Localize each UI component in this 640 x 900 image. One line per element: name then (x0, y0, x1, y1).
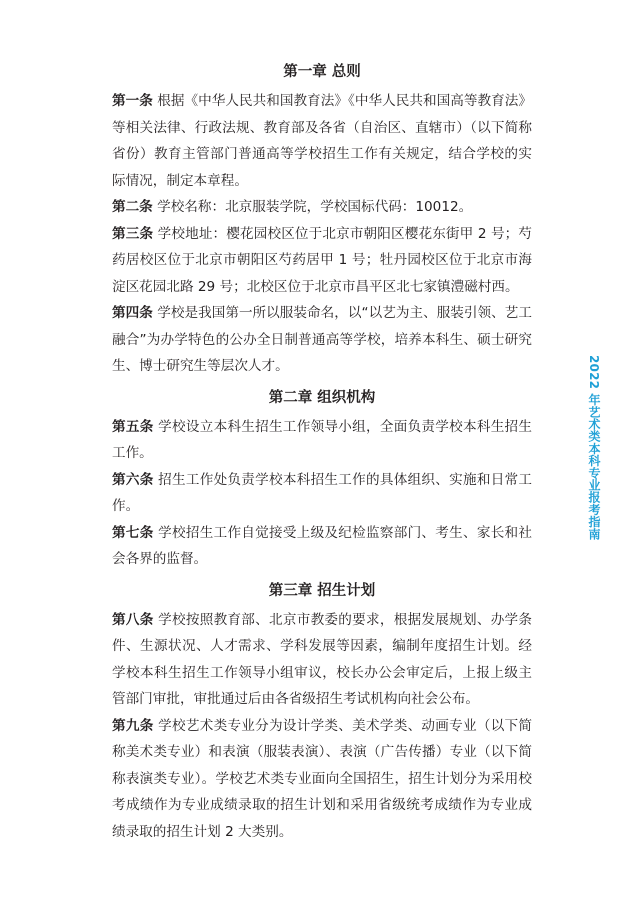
article-4 (112, 300, 532, 380)
article-text: 根据《中华人民共和国教育法》《中华人民共和国高等教育法》等相关法律、行政法规、教育部及各省（自治区、直辖市）（以下简称省份）教育主管部门普通高等学校招生工作有关规定，结合学校的实际情况，制定本章程。 (112, 93, 532, 189)
document-body (112, 62, 532, 845)
article-1 (112, 88, 532, 194)
article-text: 学校招生工作自觉接受上级及纪检监察部门、考生、家长和社会各界的监督。 (112, 524, 533, 567)
chapter-title: 第二章 组织机构 (268, 389, 376, 406)
chapter-title: 第三章 招生计划 (268, 582, 376, 599)
article-text: 学校是我国第一所以服装命名，以“以艺为主、服装引领、艺工融合”为办学特色的公办全日制普通高等学校，培养本科生、硕士研究生、博士研究生等层次人才。 (112, 305, 533, 374)
article-text: 学校设立本科生招生工作领导小组，全面负责学校本科生招生工作。 (112, 418, 533, 461)
article-text: 学校按照教育部、北京市教委的要求，根据发展规划、办学条件、生源状况、人才需求、学科发展等因素，编制年度招生计划。经学校本科生招生工作领导小组审议，校长办公会审定后，上报上级主管部门审批，审批通过后由各省级招生考试机构向社会公布。 (112, 611, 533, 707)
article-2 (112, 194, 532, 221)
article-label: 第七条 (112, 524, 154, 541)
article-label: 第八条 (112, 611, 154, 628)
article-label: 第四条 (112, 305, 153, 321)
article-text: 学校艺术类专业分为设计学类、美术学类、动画专业（以下简称美术类专业）和表演（服装表演）、表演（广告传播）专业（以下简称表演类专业）。学校艺术类专业面向全国招生，招生计划分为采用校考成绩作为专业成绩录取的招生计划和采用省级统考成绩作为专业成绩录取的招生计划 2 大类别。 (112, 717, 533, 840)
chapter-1 (112, 62, 532, 380)
article-label: 第二条 (112, 199, 153, 215)
article-label: 第三条 (112, 225, 154, 242)
article-9 (112, 713, 532, 846)
article-label: 第一条 (112, 93, 153, 109)
article-6 (112, 467, 532, 520)
chapter-title: 第一章 总则 (283, 64, 361, 80)
article-5 (112, 414, 532, 467)
chapter-2 (112, 388, 532, 573)
article-text: 学校名称：北京服装学院，学校国标代码：10012。 (152, 199, 473, 215)
article-8 (112, 607, 532, 713)
article-text: 招生工作处负责学校本科招生工作的具体组织、实施和日常工作。 (112, 471, 533, 514)
article-label: 第六条 (112, 471, 154, 488)
chapter-3 (112, 581, 532, 846)
article-label: 第九条 (112, 717, 154, 734)
article-label: 第五条 (112, 418, 154, 435)
article-3 (112, 221, 532, 301)
side-guide-label: 2022 年艺术类本科专业报考指南 (587, 355, 601, 540)
article-7 (112, 520, 532, 573)
article-text: 学校地址：樱花园校区位于北京市朝阳区樱花东街甲 2 号；芍药居校区位于北京市朝阳区芍药居甲 1 号；牡丹园校区位于北京市海淀区花园北路 29 号；北校区位于北京市昌平区北七家镇澧磁村西。 (112, 225, 532, 295)
